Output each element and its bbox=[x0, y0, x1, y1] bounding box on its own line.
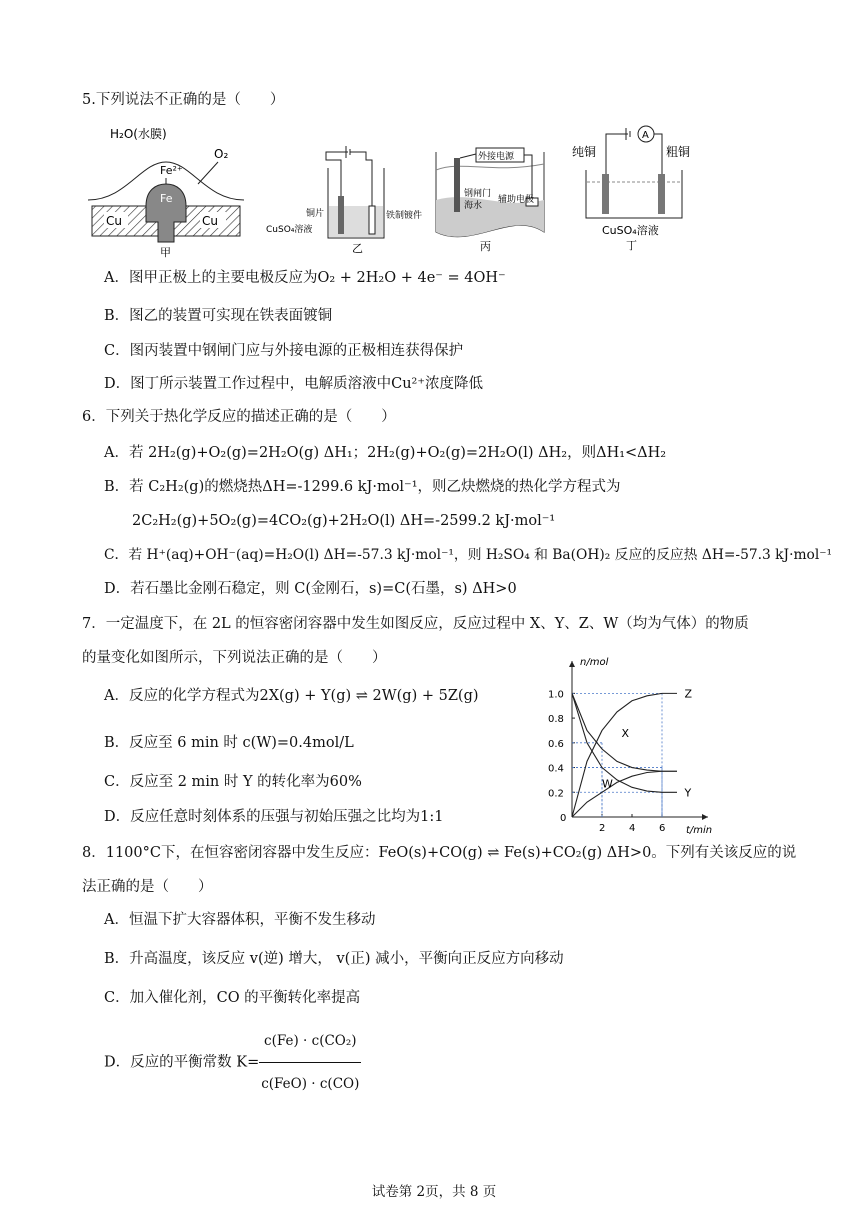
y-tick-label: 0.8 bbox=[548, 714, 564, 726]
cu-right-label: Cu bbox=[202, 214, 218, 228]
q6-option-a: A．若 2H₂(g)+O₂(g)=2H₂O(g) ΔH₁；2H₂(g)+O₂(g)=2H₂O(l) ΔH₂，则ΔH₁<ΔH₂ bbox=[104, 445, 667, 461]
fraction-denominator: c(FeO) · c(CO) bbox=[261, 1076, 360, 1092]
fe2-label: Fe²⁺ bbox=[160, 164, 183, 177]
q5-option-d: D．图丁所示装置工作过程中，电解质溶液中Cu²⁺浓度降低 bbox=[104, 376, 484, 392]
series-label-x: X bbox=[621, 726, 630, 740]
q7-option-c: C．反应至 2 min 时 Y 的转化率为60% bbox=[104, 774, 362, 790]
y-tick-label: 0.2 bbox=[548, 788, 564, 800]
q5-option-a: A．图甲正极上的主要电极反应为O₂ + 2H₂O + 4e⁻ = 4OH⁻ bbox=[104, 270, 506, 286]
caption-yi: 乙 bbox=[352, 242, 363, 255]
ammeter-label: A bbox=[642, 130, 649, 141]
cu-left-label: Cu bbox=[106, 214, 122, 228]
iron-label: 铁制镀件 bbox=[386, 211, 423, 221]
fraction-numerator: c(Fe) · c(CO₂) bbox=[259, 1020, 361, 1063]
x-axis-label: t/min bbox=[686, 825, 713, 836]
page-footer: 试卷第 2页，共 8 页 bbox=[371, 1184, 497, 1200]
q7-option-d: D．反应任意时刻体系的压强与初始压强之比均为1:1 bbox=[104, 809, 444, 825]
q6-option-c: C．若 H⁺(aq)+OH⁻(aq)=H₂O(l) ΔH=-57.3 kJ·mol⁻¹，则 H₂SO₄ 和 Ba(OH)₂ 反应的反应热 ΔH=-57.3 kJ·mol⁻¹ bbox=[104, 547, 833, 563]
copper-label: 铜片 bbox=[306, 209, 325, 219]
origin-label: 0 bbox=[560, 813, 567, 824]
y-axis-label: n/mol bbox=[580, 657, 609, 668]
water-label: H₂O(水膜) bbox=[110, 127, 167, 141]
x-tick-label: 4 bbox=[629, 823, 636, 834]
q6-stem: 6．下列关于热化学反应的描述正确的是（ ） bbox=[82, 409, 396, 425]
o2-label: O₂ bbox=[214, 147, 229, 161]
q5-option-b: B．图乙的装置可实现在铁表面镀铜 bbox=[104, 308, 333, 324]
y-tick-label: 1.0 bbox=[548, 689, 564, 701]
x-tick-label: 2 bbox=[599, 823, 606, 834]
q6-option-b: B．若 C₂H₂(g)的燃烧热ΔH=-1299.6 kJ·mol⁻¹，则乙炔燃烧的热化学方程式为 bbox=[104, 479, 621, 495]
q5-option-c: C．图丙装置中钢闸门应与外接电源的正极相连获得保护 bbox=[104, 343, 464, 359]
q8-option-a: A．恒温下扩大容器体积，平衡不发生移动 bbox=[104, 912, 376, 928]
series-line-y bbox=[572, 693, 677, 792]
figure-ding bbox=[570, 122, 700, 261]
y-axis-arrow bbox=[569, 661, 575, 667]
q7-chart bbox=[540, 645, 720, 839]
caption-jia: 甲 bbox=[160, 246, 171, 259]
q7-option-a: A．反应的化学方程式为2X(g) + Y(g) ⇌ 2W(g) + 5Z(g) bbox=[104, 688, 479, 704]
series-line-z bbox=[572, 693, 677, 817]
q8-stem-line1: 8．1100°C下，在恒容密闭容器中发生反应：FeO(s)+CO(g) ⇌ Fe(s)+CO₂(g) ΔH>0。下列有关该反应的说 bbox=[82, 845, 797, 861]
y-tick-label: 0.4 bbox=[548, 763, 564, 775]
aux-label: 辅助电极 bbox=[498, 195, 535, 205]
q6-option-d: D．若石墨比金刚石稳定，则 C(金刚石，s)=C(石墨，s) ΔH>0 bbox=[104, 581, 517, 597]
q8-option-d bbox=[104, 1020, 361, 1105]
cuso4-label: CuSO₄溶液 bbox=[266, 225, 313, 235]
q6-option-b-equation: 2C₂H₂(g)+5O₂(g)=4CO₂(g)+2H₂O(l) ΔH=-2599.2 kJ·mol⁻¹ bbox=[132, 513, 556, 529]
q8-option-c: C．加入催化剂，CO 的平衡转化率提高 bbox=[104, 990, 361, 1006]
q8-option-b: B．升高温度，该反应 v(逆) 增大， v(正) 减小，平衡向正反应方向移动 bbox=[104, 951, 564, 967]
q5-stem: 5.下列说法不正确的是（ ） bbox=[82, 92, 285, 108]
y-tick-label: 0.6 bbox=[548, 738, 564, 750]
gate-label: 钢闸门 bbox=[464, 189, 492, 199]
crude-cu-label: 粗铜 bbox=[666, 145, 691, 159]
q7-stem-line2: 的量变化如图所示，下列说法正确的是（ ） bbox=[82, 650, 387, 666]
sea-label: 海水 bbox=[464, 201, 483, 211]
caption-ding: 丁 bbox=[626, 239, 637, 252]
pure-cu-label: 纯铜 bbox=[572, 145, 597, 159]
x-tick-label: 6 bbox=[659, 823, 666, 834]
figure-bing bbox=[432, 140, 547, 259]
caption-bing: 丙 bbox=[480, 240, 491, 253]
fe-label: Fe bbox=[160, 192, 173, 205]
ding-solution-label: CuSO₄溶液 bbox=[602, 224, 659, 237]
figure-yi bbox=[266, 140, 423, 259]
q7-option-b: B．反应至 6 min 时 c(W)=0.4mol/L bbox=[104, 735, 354, 751]
series-label-y: Y bbox=[684, 786, 692, 800]
series-label-w: W bbox=[602, 777, 613, 791]
q8-stem-line2: 法正确的是（ ） bbox=[82, 879, 213, 895]
power-label: 外接电源 bbox=[478, 152, 515, 162]
equilibrium-constant-fraction bbox=[259, 1020, 361, 1105]
figure-jia bbox=[86, 122, 246, 261]
x-axis-arrow bbox=[702, 814, 708, 820]
q7-stem-line1: 7．一定温度下，在 2L 的恒容密闭容器中发生如图反应，反应过程中 X、Y、Z、W（均为气体）的物质 bbox=[82, 616, 749, 632]
q8-option-d-prefix: D．反应的平衡常数 K= bbox=[104, 1054, 260, 1071]
series-line-w bbox=[572, 771, 677, 817]
series-label-z: Z bbox=[684, 687, 693, 701]
